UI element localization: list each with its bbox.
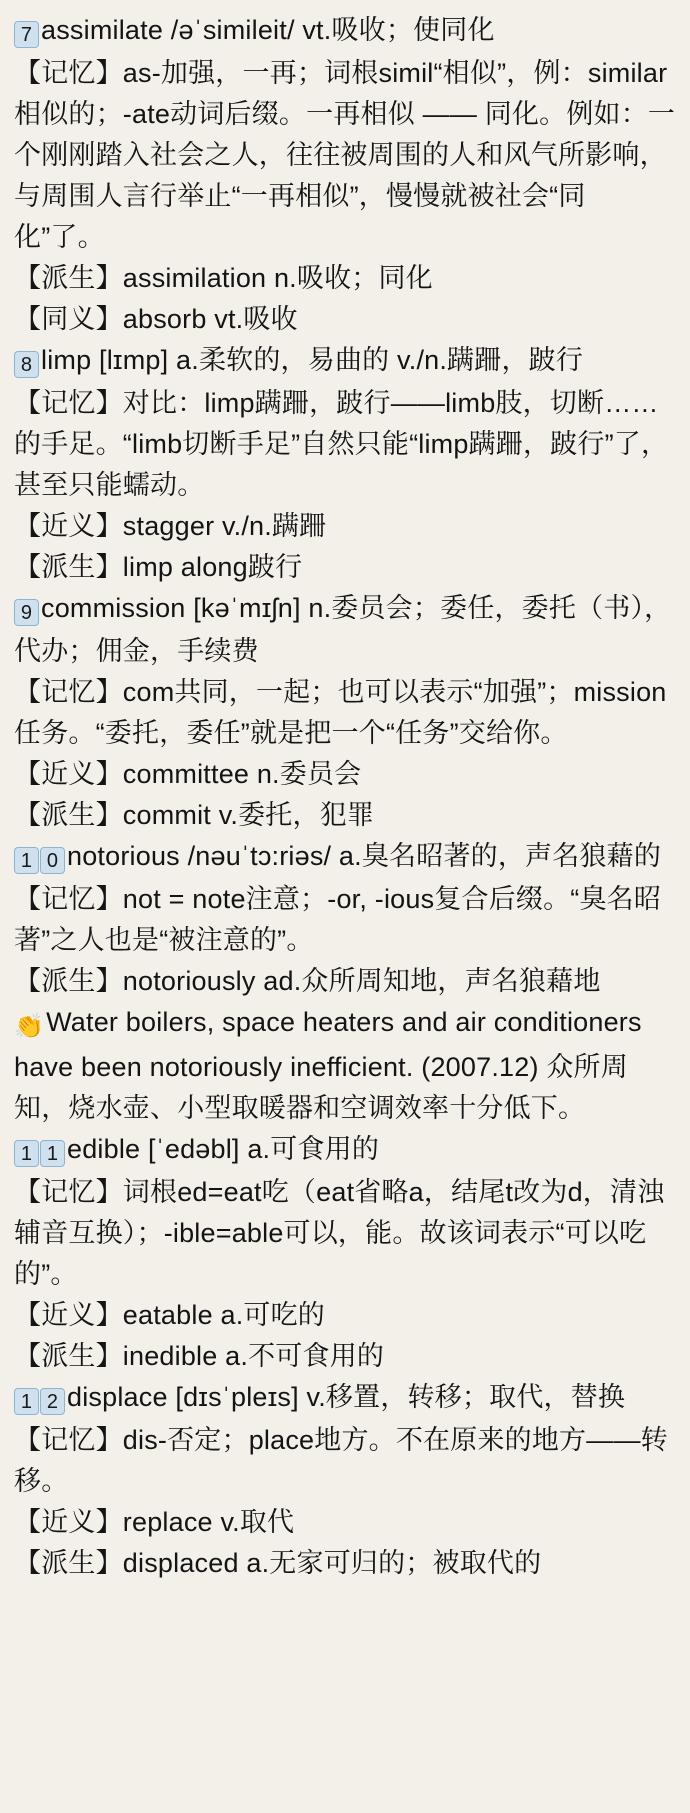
entry-number: 7 — [14, 12, 40, 53]
entry-synonym: 【同义】absorb vt.吸收 — [14, 304, 298, 334]
entry-derivative: 【派生】commit v.委托，犯罪 — [14, 800, 375, 830]
entry-number: 8 — [14, 342, 40, 383]
entry-number: 9 — [14, 590, 40, 631]
entry-headword-line — [14, 1129, 676, 1172]
entry-memory-note: 【记忆】对比：limp蹒跚，跛行——limb肢，切断……的手足。“limb切断手足”自然只能“limp蹒跚，跛行”了，甚至只能蠕动。 — [14, 388, 669, 500]
entry-near-synonym: 【近义】replace v.取代 — [14, 1507, 295, 1537]
entry-headword: assimilate /əˈsimileit/ vt.吸收；使同化 — [41, 15, 495, 45]
entry-number: 1 1 — [14, 1131, 66, 1172]
example-text: Water boilers, space heaters and air conditioners have been notoriously inefficient. (2007.12) 众所周知，烧水壶、小型取暖器和空调效率十分低下。 — [14, 1007, 642, 1123]
clapping-hands-icon: 👏 — [14, 1013, 45, 1040]
entry-headword: edible [ˈedəbl] a.可食用的 — [67, 1134, 380, 1164]
entry-headword-line — [14, 836, 676, 879]
dictionary-entry — [14, 10, 676, 340]
entry-headword: notorious /nəuˈtɔ:riəs/ a.臭名昭著的，声名狼藉的 — [67, 841, 662, 871]
entry-derivative: 【派生】limp along跛行 — [14, 552, 303, 582]
dictionary-entry — [14, 836, 676, 1129]
entry-near-synonym: 【近义】eatable a.可吃的 — [14, 1300, 325, 1330]
entry-number: 1 2 — [14, 1379, 66, 1420]
dictionary-entry — [14, 1377, 676, 1584]
entry-memory-note: 【记忆】词根ed=eat吃（eat省略a，结尾t改为d，清浊辅音互换）；-ible=able可以，能。故该词表示“可以吃的”。 — [14, 1177, 665, 1289]
entry-memory-note: 【记忆】not = note注意；-or, -ious复合后缀。“臭名昭著”之人也是“被注意的”。 — [14, 884, 662, 955]
entry-headword: commission [kəˈmɪʃn] n.委员会；委任，委托（书），代办；佣金，手续费 — [14, 593, 672, 666]
entry-derivative: 【派生】inedible a.不可食用的 — [14, 1341, 385, 1371]
dictionary-entry — [14, 1129, 676, 1377]
entry-headword: limp [lɪmp] a.柔软的，易曲的 v./n.蹒跚，跛行 — [41, 345, 584, 375]
entry-derivative: 【派生】assimilation n.吸收；同化 — [14, 263, 433, 293]
dictionary-entry — [14, 588, 676, 836]
entry-example-sentence — [14, 1002, 676, 1129]
entry-derivative: 【派生】notoriously ad.众所周知地，声名狼藉地 — [14, 966, 601, 996]
entry-derivative: 【派生】displaced a.无家可归的；被取代的 — [14, 1548, 542, 1578]
entry-number: 1 0 — [14, 838, 66, 879]
entry-near-synonym: 【近义】stagger v./n.蹒跚 — [14, 511, 327, 541]
entry-headword-line — [14, 10, 676, 53]
entry-near-synonym: 【近义】committee n.委员会 — [14, 759, 362, 789]
entry-headword-line — [14, 1377, 676, 1420]
entry-headword: displace [dɪsˈpleɪs] v.移置，转移；取代，替换 — [67, 1382, 626, 1412]
dictionary-entry — [14, 340, 676, 588]
entry-headword-line — [14, 340, 676, 383]
entry-memory-note: 【记忆】com共同，一起；也可以表示“加强”；mission任务。“委托，委任”就是把一个“任务”交给你。 — [14, 677, 667, 748]
entry-headword-line — [14, 588, 676, 672]
entry-memory-note: 【记忆】dis-否定；place地方。不在原来的地方——转移。 — [14, 1425, 668, 1496]
entry-memory-note: 【记忆】as-加强，一再；词根simil“相似”，例：similar相似的；-ate动词后缀。一再相似 —— 同化。例如：一个刚刚踏入社会之人，往往被周围的人和风气所影响，与周围人言行举止“一再相似”，慢慢就被社会“同化”了。 — [14, 58, 676, 252]
